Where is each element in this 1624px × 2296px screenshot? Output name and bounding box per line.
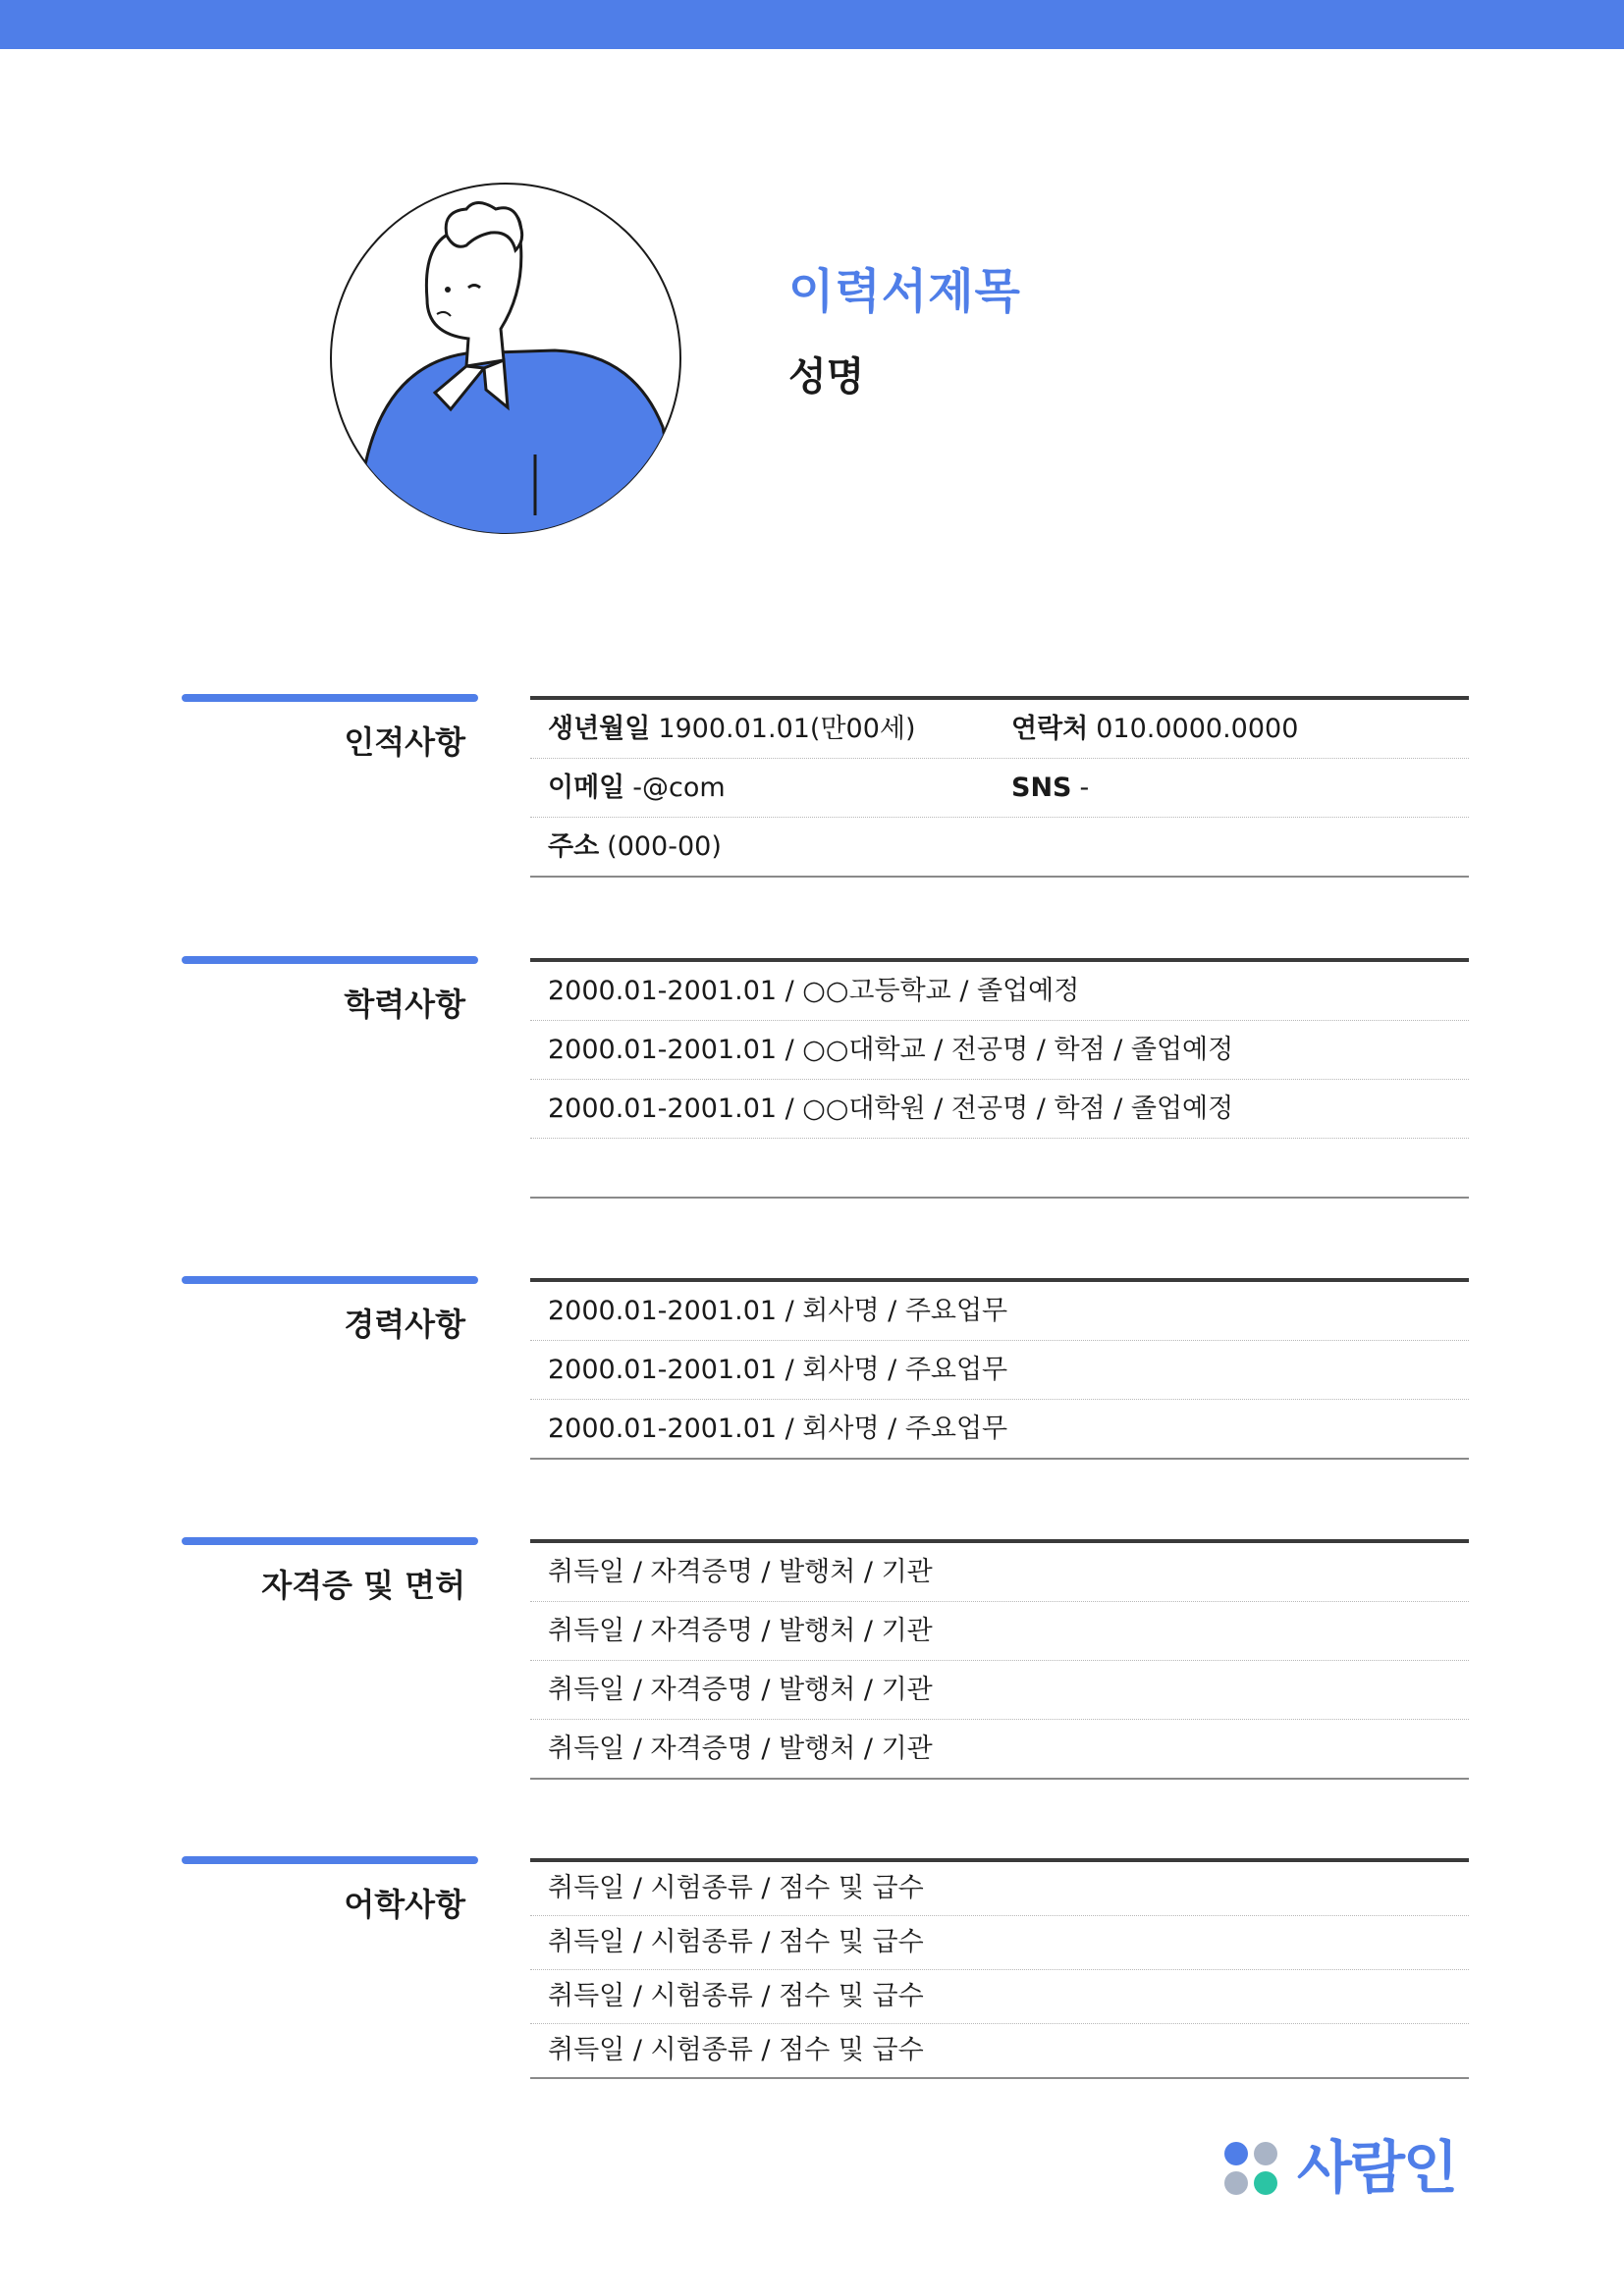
phone-cell <box>1011 700 1298 758</box>
email-cell <box>548 759 726 817</box>
logo-text: 사람인 <box>1297 2134 1457 2201</box>
language-entry: 취득일 / 시험종류 / 점수 및 급수 <box>548 1981 924 2011</box>
section-accent-bar <box>182 1856 478 1864</box>
sns-label: SNS <box>1011 773 1072 803</box>
table-row <box>530 1661 1469 1720</box>
table-row <box>530 1543 1469 1602</box>
section-accent-bar <box>182 694 478 702</box>
logo-dots-icon <box>1224 2142 1279 2197</box>
email-value: -@com <box>632 773 726 803</box>
certificate-entry: 취득일 / 자격증명 / 발행처 / 기관 <box>548 1616 933 1646</box>
email-label: 이메일 <box>548 773 625 803</box>
certificate-entry: 취득일 / 자격증명 / 발행처 / 기관 <box>548 1557 933 1587</box>
table-row <box>530 1080 1469 1139</box>
table-row-empty <box>530 1139 1469 1199</box>
table-row <box>530 700 1469 759</box>
education-entry: 2000.01-2001.01 / ○○대학원 / 전공명 / 학점 / 졸업예정 <box>548 1094 1234 1124</box>
language-entry: 취득일 / 시험종류 / 점수 및 급수 <box>548 1873 924 1903</box>
table-row <box>530 1341 1469 1400</box>
section-accent-bar <box>182 1537 478 1545</box>
birth-label: 생년월일 <box>548 714 651 744</box>
career-entry: 2000.01-2001.01 / 회사명 / 주요업무 <box>548 1355 1008 1385</box>
section-title: 경력사항 <box>344 1306 465 1343</box>
education-entry: 2000.01-2001.01 / ○○대학교 / 전공명 / 학점 / 졸업예정 <box>548 1035 1234 1065</box>
table-row <box>530 1720 1469 1780</box>
top-accent-bar <box>0 0 1624 49</box>
table-row <box>530 1021 1469 1080</box>
table-row <box>530 1602 1469 1661</box>
table-row <box>530 2024 1469 2079</box>
career-entry: 2000.01-2001.01 / 회사명 / 주요업무 <box>548 1414 1008 1444</box>
phone-value: 010.0000.0000 <box>1096 714 1299 744</box>
education-entry: 2000.01-2001.01 / ○○고등학교 / 졸업예정 <box>548 976 1080 1006</box>
birth-cell <box>548 700 916 758</box>
language-entry: 취득일 / 시험종류 / 점수 및 급수 <box>548 1927 924 1957</box>
address-cell <box>548 818 722 876</box>
career-table <box>530 1278 1469 1460</box>
profile-avatar <box>329 182 682 535</box>
birth-value: 1900.01.01(만00세) <box>658 714 916 744</box>
table-row <box>530 1916 1469 1970</box>
address-value: (000-00) <box>607 831 722 862</box>
resume-title: 이력서제목 <box>788 264 1021 319</box>
person-name: 성명 <box>788 354 865 400</box>
personal-info-table <box>530 696 1469 878</box>
certificates-table <box>530 1539 1469 1780</box>
language-entry: 취득일 / 시험종류 / 점수 및 급수 <box>548 2035 924 2065</box>
section-title: 자격증 및 면허 <box>261 1567 465 1604</box>
section-title: 어학사항 <box>344 1886 465 1923</box>
phone-label: 연락처 <box>1011 714 1089 744</box>
section-title: 학력사항 <box>344 986 465 1023</box>
certificate-entry: 취득일 / 자격증명 / 발행처 / 기관 <box>548 1734 933 1764</box>
certificate-entry: 취득일 / 자격증명 / 발행처 / 기관 <box>548 1675 933 1705</box>
education-table <box>530 958 1469 1199</box>
table-row <box>530 1970 1469 2024</box>
section-accent-bar <box>182 1276 478 1284</box>
section-title: 인적사항 <box>344 723 465 761</box>
sns-value: - <box>1079 773 1090 803</box>
language-table <box>530 1858 1469 2079</box>
section-accent-bar <box>182 956 478 964</box>
career-entry: 2000.01-2001.01 / 회사명 / 주요업무 <box>548 1296 1008 1326</box>
table-row <box>530 818 1469 878</box>
table-row <box>530 1862 1469 1916</box>
address-label: 주소 <box>548 831 600 862</box>
table-row <box>530 1282 1469 1341</box>
sns-cell <box>1011 759 1089 817</box>
table-row <box>530 962 1469 1021</box>
table-row <box>530 1400 1469 1460</box>
table-row <box>530 759 1469 818</box>
saramin-logo <box>1224 2130 1470 2205</box>
